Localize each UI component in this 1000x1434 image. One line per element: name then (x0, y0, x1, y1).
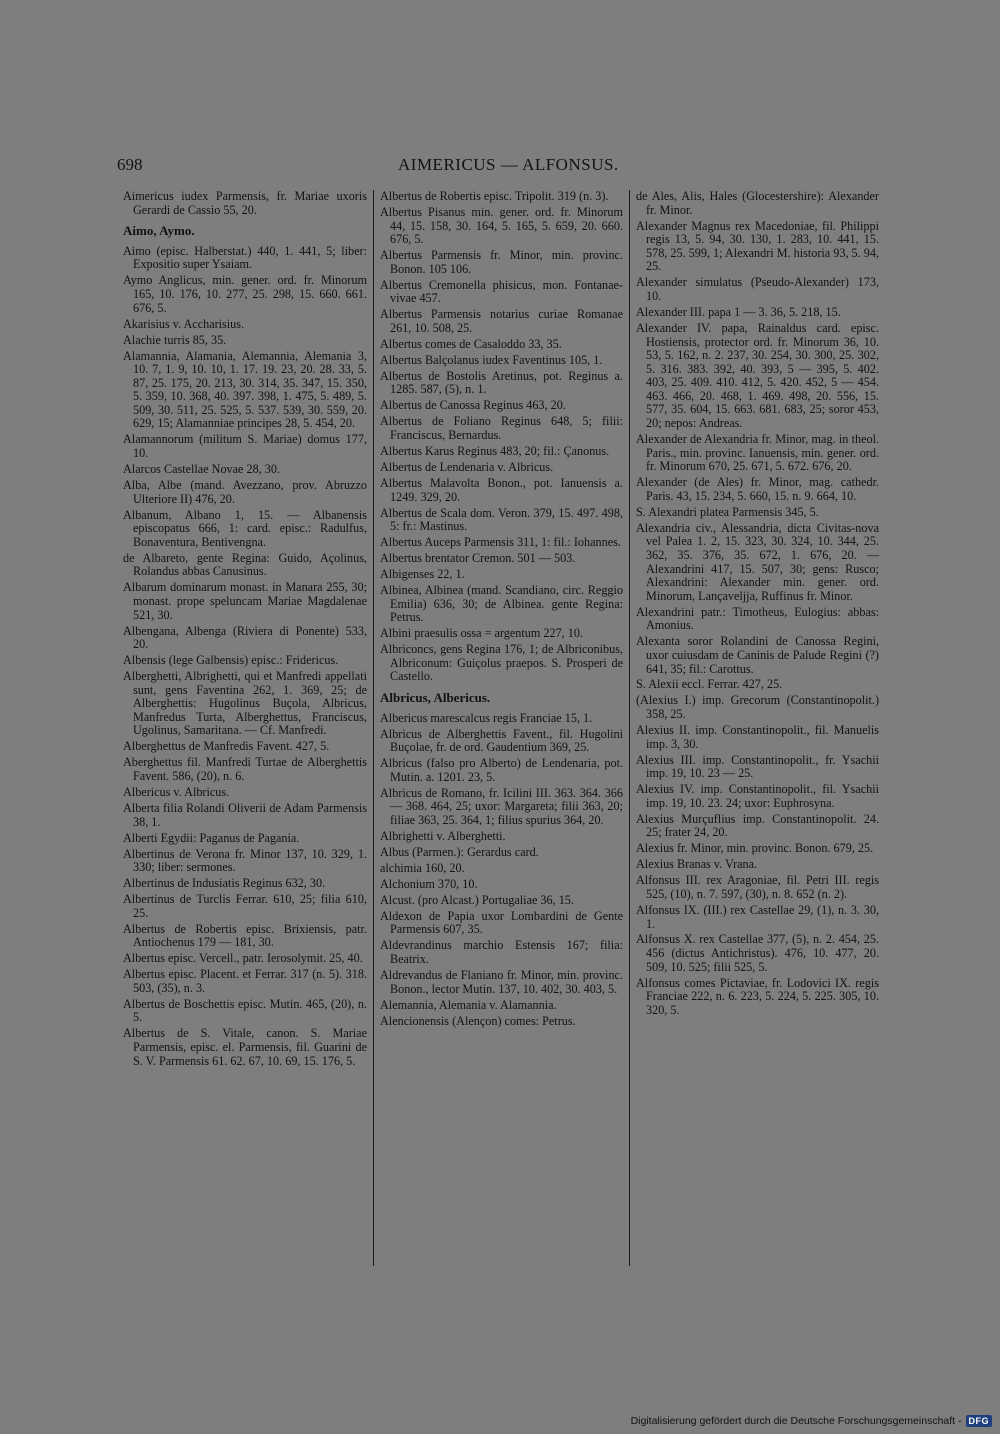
index-entry: Albertus de Canossa Reginus 463, 20. (380, 398, 566, 413)
index-entry: Alencionensis (Alençon) comes: Petrus. (380, 1013, 576, 1028)
index-entry: Alexandrini patr.: Timotheus, Eulogius: abbas: Amonius. (636, 604, 879, 633)
index-entry: Albertus Balçolanus iudex Faventinus 105, 1. (380, 352, 603, 367)
index-entry: Albus (Parmen.): Gerardus card. (380, 844, 539, 859)
index-entry: Albericus marescalcus regis Franciae 15, 1. (380, 710, 593, 725)
index-entry: Albricus de Alberghettis Favent., fil. Hugolini Buçolae, fr. de ord. Gaudentium 369, 25. (380, 726, 623, 755)
index-entry: Albertus de Boschettis episc. Mutin. 465, (20), n. 5. (123, 996, 367, 1025)
index-entry: Aymo Anglicus, min. gener. ord. fr. Minorum 165, 10. 176, 10. 277, 25. 298, 15. 660. 661. 676, 5. (123, 273, 367, 315)
index-entry: de Ales, Alis, Hales (Glocestershire): Alexander fr. Minor. (636, 190, 879, 217)
index-entry: Albertus Parmensis fr. Minor, min. provinc. Bonon. 105 106. (380, 248, 623, 276)
column-3 (629, 190, 885, 1266)
index-entry: Albertus brentator Cremon. 501 — 503. (380, 551, 576, 566)
index-entry: Alexius fr. Minor, min. provinc. Bonon. 679, 25. (636, 841, 874, 856)
index-entry: Albertus Auceps Parmensis 311, 1: fil.: Iohannes. (380, 535, 621, 550)
column-1 (117, 190, 373, 1266)
index-entry: Alamannorum (militum S. Mariae) domus 177, 10. (123, 432, 367, 461)
index-entry: Albarum dominarum monast. in Manara 255, 30; monast. prope speluncam Mariae Magdalenae 521, 30. (123, 580, 367, 622)
index-entry: Alexander (de Ales) fr. Minor, mag. cathedr. Paris. 43, 15. 234, 5. 660, 15. n. 9. 664, 10. (636, 475, 879, 503)
index-entry: Albertus Pisanus min. gener. ord. fr. Minorum 44, 15. 158, 30. 164, 5. 165, 5. 659, 20. 660. 676, 5. (380, 204, 623, 247)
index-entry: Alexius III. imp. Constantinopolit., fr. Ysachii imp. 19, 10. 23 — 25. (636, 752, 879, 781)
index-entry: Albini praesulis ossa = argentum 227, 10. (380, 626, 583, 641)
index-entry: S. Alexandri platea Parmensis 345, 5. (636, 504, 819, 519)
index-entry: Alberta filia Rolandi Oliverii de Adam Parmensis 38, 1. (123, 800, 367, 829)
index-entry: Albertus Karus Reginus 483, 20; fil.: Çanonus. (380, 444, 610, 458)
index-entry: de Albareto, gente Regina: Guido, Açolinus, Rolandus abbas Canusinus. (123, 550, 367, 579)
index-entry: Albricus de Romano, fr. Icilini III. 363. 364. 366 — 368. 464, 25; uxor: Margareta; filii 363, 20; filiae 363, 25. 364, 1; filius spurius 364, 20. (380, 785, 623, 827)
index-entry: Alexius Branas v. Vrana. (636, 857, 758, 872)
index-entry: Aldexon de Papia uxor Lombardini de Gente Parmensis 607, 35. (380, 908, 623, 937)
index-entry: Aldrevandus de Flaniano fr. Minor, min. provinc. Bonon., lector Mutin. 137, 10. 402, 30. 403, 5. (380, 968, 623, 996)
index-entry: Albertinus de Indusiatis Reginus 632, 30. (123, 876, 326, 891)
index-entry: Albriconcs, gens Regina 176, 1; de Albriconibus, Albriconum: Guiçolus praepos. S. Prosperi de Castello. (380, 642, 623, 684)
index-entry: Alexander IV. papa, Rainaldus card. episc. Hostiensis, protector ord. fr. Minorum 36, 10. 53, 5. 162, n. 2. 237, 30. 254, 30. 300, 25. 302, 5. 316. 383. 392, 40. 393, 5 — 395, 5. 402. 403, 25. 409. 410. 412, 5. 420. 452, 5 — 454. 463. 466, 20. 468, 1. 469. 498, 20. 556, 15. 577, 35. 604, 15. 663. 681. 683, 25; soror 453, 20; nepos: Andreas. (636, 320, 879, 431)
index-entry: Albanum, Albano 1, 15. — Albanensis episcopatus 666, 1: card. episc.: Radulfus, Bonaventura, Bentivengna. (123, 507, 367, 549)
index-entry: (Alexius I.) imp. Grecorum (Constantinopolit.) 358, 25. (636, 693, 879, 722)
digitization-footer (631, 1415, 992, 1427)
index-entry: Albertus Malavolta Bonon., pot. Ianuensis a. 1249. 329, 20. (380, 475, 623, 504)
index-entry: Alfonsus IX. (III.) rex Castellae 29, (1), n. 3. 30, 1. (636, 902, 879, 931)
index-entry: Alberghettus de Manfredis Favent. 427, 5. (123, 739, 330, 754)
index-entry: Alexius IV. imp. Constantinopolit., fil. Ysachii imp. 19, 10. 23. 24; uxor: Euphrosyna. (636, 782, 879, 810)
index-columns (117, 190, 885, 1266)
index-entry: Albertus Parmensis notarius curiae Romanae 261, 10. 508, 25. (380, 307, 623, 335)
index-entry: Alberti Egydii: Paganus de Pagania. (123, 830, 300, 845)
index-entry: Alachie turris 85, 35. (123, 332, 227, 347)
index-entry: Alexanta soror Rolandini de Canossa Regini, uxor cuiusdam de Caninis de Palude Regini (?) 641, 35; fil.: Carottus. (636, 634, 879, 676)
index-entry: Albigenses 22, 1. (380, 567, 465, 582)
index-entry: Alfonsus III. rex Aragoniae, fil. Petri III. regis 525, (10), n. 7. 597, (30), n. 8. 652 (n. 2). (636, 873, 879, 901)
index-entry: Albertus episc. Placent. et Ferrar. 317 (n. 5). 318. 503, (35), n. 3. (123, 967, 367, 995)
index-entry: S. Alexii eccl. Ferrar. 427, 25. (636, 677, 783, 692)
index-heading: Albricus, Albericus. (380, 690, 491, 706)
index-entry: Alba, Albe (mand. Avezzano, prov. Abruzzo Ulteriore II) 476, 20. (123, 478, 367, 506)
index-entry: Albertus de S. Vitale, canon. S. Mariae Parmensis, episc. el. Parmensis, fil. Guarini de S. V. Parmensis 61. 62. 67, 10. 69, 15. 176, 5. (123, 1026, 367, 1068)
index-entry: Alarcos Castellae Novae 28, 30. (123, 462, 281, 477)
index-entry: Albertus comes de Casaloddo 33, 35. (380, 336, 562, 351)
footer-text: Digitalisierung gefördert durch die Deutsche Forschungsgemeinschaft - (630, 1415, 962, 1427)
index-entry: Albericus v. Albricus. (123, 785, 230, 799)
index-entry: Alcust. (pro Alcast.) Portugaliae 36, 15. (380, 892, 574, 907)
index-entry: Alfonsus comes Pictaviae, fr. Lodovici IX. regis Franciae 222, n. 6. 223, 5. 224, 5. 225. 305, 10. 320, 5. (636, 975, 879, 1017)
index-entry: Akarisius v. Accharisius. (123, 316, 245, 331)
index-entry: Albinea, Albinea (mand. Scandiano, circ. Reggio Emilia) 636, 30; de Albinea. gente Regina: Petrus. (380, 583, 623, 625)
index-entry: Alexius II. imp. Constantinopolit., fil. Manuelis imp. 3, 30. (636, 723, 879, 751)
index-entry: Alberghetti, Albrighetti, qui et Manfredi appellati sunt, gens Faventina 262, 1. 369, 25; de Alberghettis: Hugolinus Buçola, Albricus, Manfredus Turta, Alberghettus, Franciscus, Ugolinus, Samaritana. — Cf. Manfredi. (123, 669, 367, 738)
dfg-logo: DFG (966, 1415, 993, 1427)
index-entry: Alfonsus X. rex Castellae 377, (5), n. 2. 454, 25. 456 (dictus Antichristus). 476, 10. 477, 20. 509, 10. 525; filii 525, 5. (636, 932, 879, 974)
index-entry: alchimia 160, 20. (380, 860, 465, 875)
index-entry: Aimericus iudex Parmensis, fr. Mariae uxoris Gerardi de Cassio 55, 20. (123, 190, 367, 217)
index-entry: Alexander Magnus rex Macedoniae, fil. Philippi regis 13, 5. 94, 30. 130, 1. 283, 10. 441, 15. 578, 25. 599, 1; Alexandri M. historia 93, 5. 94, 25. (636, 218, 879, 274)
index-entry: Albertus episc. Vercell., patr. Ierosolymit. 25, 40. (123, 951, 363, 966)
index-entry: Albertinus de Turclis Ferrar. 610, 25; filia 610, 25. (123, 892, 367, 920)
index-entry: Albrighetti v. Alberghetti. (380, 828, 506, 843)
page-number: 698 (117, 155, 143, 174)
index-entry: Albertus de Robertis episc. Brixiensis, patr. Antiochenus 179 — 181, 30. (123, 921, 367, 950)
index-entry: Alamannia, Alamania, Alemannia, Alemania 3, 10. 7, 1. 9, 10. 10, 1. 17. 19. 23, 20. 28. 33, 5. 87, 25. 175, 20. 213, 30. 314, 35. 347, 15. 350, 5. 359, 10. 368, 40. 397. 398, 1. 475, 5. 489, 5. 509, 30. 511, 25. 525, 5. 537. 539, 30. 559, 20. 629, 15; Alamanniae principes 28, 5. 454, 20. (123, 348, 367, 431)
index-entry: Alemannia, Alemania v. Alamannia. (380, 997, 557, 1012)
index-entry: Aimo (episc. Halberstat.) 440, 1. 441, 5; liber: Expositio super Ysaiam. (123, 243, 367, 272)
index-entry: Albricus (falso pro Alberto) de Lendenaria, pot. Mutin. a. 1201. 23, 5. (380, 756, 623, 784)
index-entry: Albertus de Robertis episc. Tripolit. 319 (n. 3). (380, 190, 609, 203)
index-entry: Alexandria civ., Alessandria, dicta Civitas-nova vel Palea 1. 2, 15. 323, 30. 324, 10. 344, 25. 362, 35. 376, 35. 672, 1. 676, 20. — Alexandrini 417, 15. 507, 30; gens: Rusco; Alexandrini: Alexander min. gener. ord. Minorum, Lançaveljja, Ruffinus fr. Minor. (636, 520, 879, 603)
index-entry: Aberghettus fil. Manfredi Turtae de Alberghettis Favent. 586, (20), n. 6. (123, 755, 367, 784)
index-entry: Alexander de Alexandria fr. Minor, mag. in theol. Paris., min. provinc. Ianuensis, min. gener. ord. fr. Minorum 670, 25. 671, 5. 672. 676, 20. (636, 432, 879, 474)
index-heading: Aimo, Aymo. (123, 223, 195, 239)
running-head: AIMERICUS — ALFONSUS. (398, 155, 619, 174)
index-entry: Alexander simulatus (Pseudo-Alexander) 173, 10. (636, 275, 879, 303)
index-entry: Albensis (lege Galbensis) episc.: Fridericus. (123, 653, 339, 668)
index-entry: Alexius Murçuflius imp. Constantinopolit. 24. 25; frater 24, 20. (636, 811, 879, 840)
index-entry: Alexander III. papa 1 — 3. 36, 5. 218, 15. (636, 304, 841, 319)
column-2 (373, 190, 629, 1266)
index-entry: Albertinus de Verona fr. Minor 137, 10. 329, 1. 330; liber: sermones. (123, 846, 367, 875)
index-entry: Alchonium 370, 10. (380, 876, 478, 891)
index-entry: Albertus de Lendenaria v. Albricus. (380, 459, 554, 474)
index-entry: Aldevrandinus marchio Estensis 167; filia: Beatrix. (380, 938, 623, 967)
index-entry: Albertus de Bostolis Aretinus, pot. Reginus a. 1285. 587, (5), n. 1. (380, 368, 623, 397)
index-entry: Albertus Cremonella phisicus, mon. Fontanae-vivae 457. (380, 277, 623, 306)
index-entry: Albengana, Albenga (Riviera di Ponente) 533, 20. (123, 623, 367, 652)
index-entry: Albertus de Foliano Reginus 648, 5; filii: Franciscus, Bernardus. (380, 414, 623, 443)
index-entry: Albertus de Scala dom. Veron. 379, 15. 497. 498, 5: fr.: Mastinus. (380, 505, 623, 534)
